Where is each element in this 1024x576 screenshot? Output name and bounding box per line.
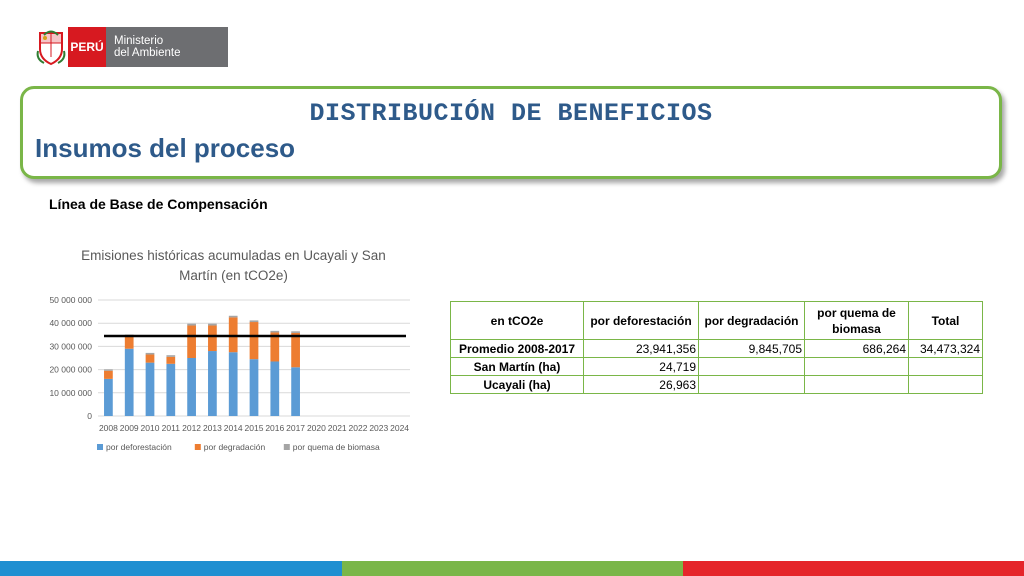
table-cell	[699, 358, 805, 376]
bar-segment	[250, 359, 259, 416]
bar-segment	[291, 333, 300, 367]
table-cell: 686,264	[805, 340, 909, 358]
table-header-row	[451, 302, 983, 340]
bar-segment	[291, 367, 300, 416]
bar-segment	[125, 336, 134, 349]
table-header: por deforestación	[584, 302, 699, 340]
x-tick-label: 2009	[119, 423, 139, 433]
x-tick-label: 2013	[202, 423, 222, 433]
y-tick-label: 10 000 000	[49, 387, 92, 398]
bar-segment	[146, 355, 155, 363]
bar-segment	[208, 351, 217, 416]
x-tick-label: 2024	[390, 423, 410, 433]
table-header: por degradación	[699, 302, 805, 340]
table-header: Total	[909, 302, 983, 340]
legend-swatch	[97, 444, 103, 450]
legend-swatch	[284, 444, 290, 450]
bar-segment	[146, 353, 155, 355]
table-row	[451, 376, 983, 394]
y-tick-label: 40 000 000	[49, 318, 92, 329]
slide-subtitle: Insumos del proceso	[35, 133, 296, 163]
table-row	[451, 358, 983, 376]
footer-stripe-blue	[0, 561, 342, 576]
bar-segment	[229, 316, 238, 318]
bar-segment	[208, 324, 217, 326]
bar-segment	[125, 349, 134, 416]
table-cell: 34,473,324	[909, 340, 983, 358]
bar-segment	[187, 324, 196, 326]
baseline-table	[450, 301, 983, 394]
chart-canvas	[40, 246, 420, 462]
y-tick-label: 30 000 000	[49, 341, 92, 352]
x-tick-label: 2014	[223, 423, 243, 433]
legend-label: por deforestación	[106, 442, 172, 452]
x-tick-label: 2010	[140, 423, 160, 433]
emissions-chart	[40, 246, 420, 462]
footer-stripe-green	[342, 561, 683, 576]
x-tick-label: 2021	[327, 423, 347, 433]
logo-ministry-line1: Ministerio	[114, 35, 164, 47]
table-cell	[699, 376, 805, 394]
ministry-logo	[34, 27, 228, 67]
bar-segment	[104, 379, 113, 416]
y-tick-label: 0	[87, 411, 92, 421]
bar-segment	[187, 326, 196, 358]
bar-segment	[104, 369, 113, 370]
table-cell: 24,719	[584, 358, 699, 376]
legend-label: por quema de biomasa	[292, 442, 380, 452]
x-tick-label: 2022	[348, 423, 368, 433]
peru-coat-of-arms-icon	[34, 27, 68, 67]
table-header: en tCO2e	[451, 302, 584, 340]
table-cell	[805, 376, 909, 394]
logo-country: PERÚ	[68, 27, 106, 67]
bar-segment	[166, 355, 175, 357]
legend-swatch	[195, 444, 201, 450]
legend-label: por degradación	[203, 442, 266, 452]
x-tick-label: 2023	[369, 423, 389, 433]
chart-title: Emisiones históricas acumuladas en Ucayali y San Martín (en tCO2e)	[81, 248, 386, 283]
table-cell	[909, 376, 983, 394]
y-tick-label: 20 000 000	[49, 364, 92, 375]
section-label: Línea de Base de Compensación	[49, 196, 268, 212]
table-cell: 26,963	[584, 376, 699, 394]
bar-segment	[166, 364, 175, 416]
table-cell: Ucayali (ha)	[451, 376, 584, 394]
x-tick-label: 2017	[286, 423, 306, 433]
x-tick-label: 2008	[98, 423, 118, 433]
bar-segment	[270, 331, 279, 333]
table-cell: 9,845,705	[699, 340, 805, 358]
x-tick-label: 2015	[244, 423, 264, 433]
x-tick-label: 2016	[265, 423, 285, 433]
table-cell: San Martín (ha)	[451, 358, 584, 376]
bar-segment	[291, 331, 300, 333]
footer-stripe-red	[683, 561, 1024, 576]
bar-segment	[208, 326, 217, 352]
table-cell	[909, 358, 983, 376]
x-tick-label: 2020	[306, 423, 326, 433]
bar-segment	[250, 322, 259, 359]
bar-segment	[270, 361, 279, 416]
y-tick-label: 50 000 000	[49, 295, 92, 305]
table-cell: Promedio 2008-2017	[451, 340, 584, 358]
logo-ministry-name	[106, 27, 228, 67]
slide-title: DISTRIBUCIÓN DE BENEFICIOS	[309, 99, 713, 128]
table-header: por quema de biomasa	[805, 302, 909, 340]
bar-segment	[229, 352, 238, 416]
x-tick-label: 2012	[182, 423, 202, 433]
logo-ministry-line2: del Ambiente	[114, 47, 181, 59]
x-tick-label: 2011	[161, 423, 180, 433]
table-cell	[805, 358, 909, 376]
bar-segment	[104, 371, 113, 379]
table-cell: 23,941,356	[584, 340, 699, 358]
bar-segment	[146, 363, 155, 416]
title-banner	[20, 86, 1002, 179]
bar-segment	[250, 320, 259, 322]
bar-segment	[187, 358, 196, 416]
bar-segment	[166, 357, 175, 364]
table-row	[451, 340, 983, 358]
